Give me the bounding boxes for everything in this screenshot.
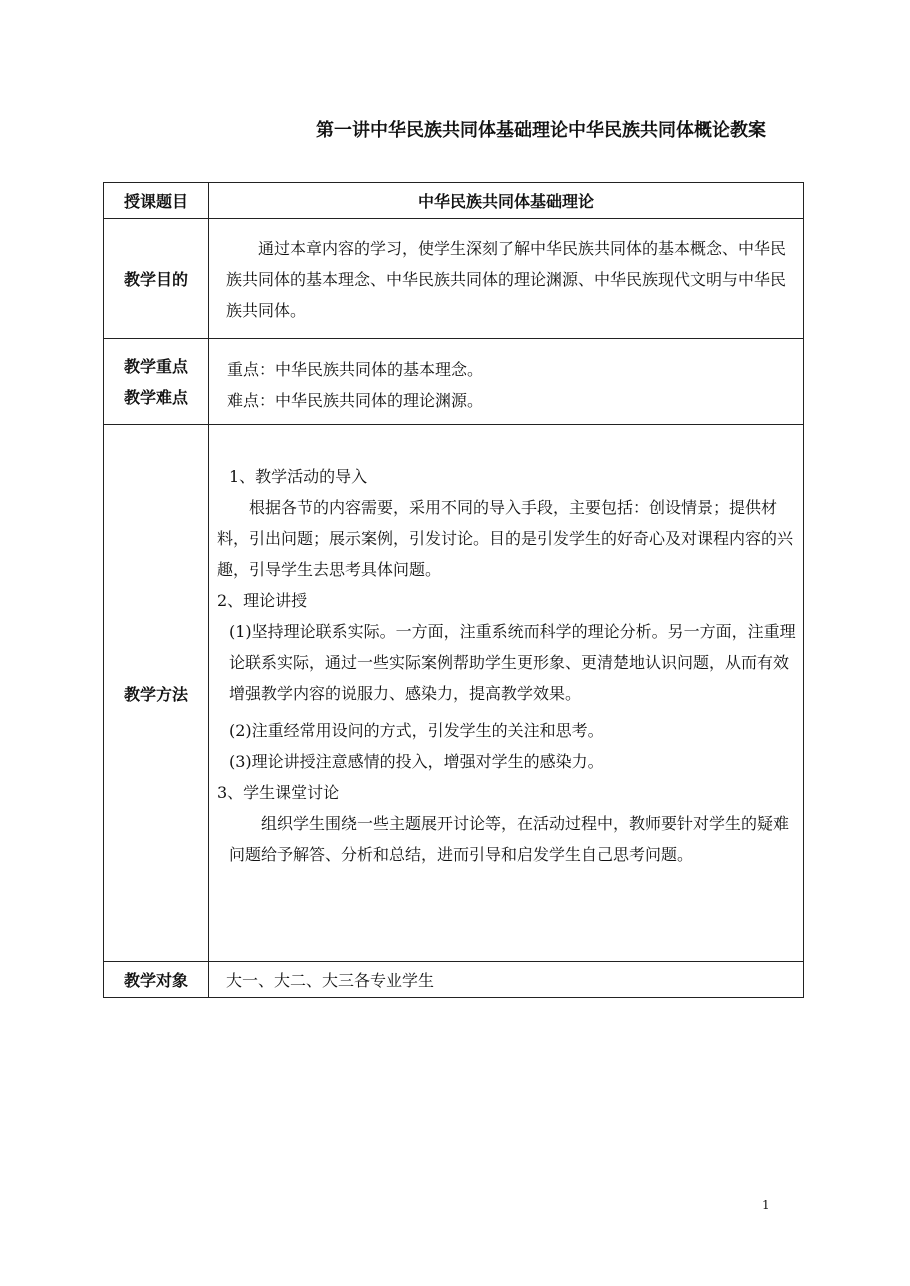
method-paragraph-1: 根据各节的内容需要，采用不同的导入手段，主要包括：创设情景；提供材料，引出问题；展示案例，引发讨论。目的是引发学生的好奇心及对课程内容的兴趣，引导学生去思考具体问题。 xyxy=(217,498,794,579)
method-item-1: (1)坚持理论联系实际。一方面，注重系统而科学的理论分析。另一方面，注重理论联系实际，通过一些实际案例帮助学生更形象、更清楚地认识问题，从而有效增强教学内容的说服力、感染力，提高教学效果。 xyxy=(229,622,796,703)
purpose-label: 教学目的 xyxy=(104,219,209,339)
method-item-2: (2)注重经常用设问的方式，引发学生的关注和思考。 xyxy=(229,721,604,740)
row-topic xyxy=(104,183,804,219)
page-number: 1 xyxy=(762,1198,770,1212)
lesson-plan-table xyxy=(103,182,804,998)
row-purpose xyxy=(104,219,804,339)
audience-value: 大一、大二、大三各专业学生 xyxy=(209,962,804,998)
purpose-text: 通过本章内容的学习，使学生深刻了解中华民族共同体的基本概念、中华民族共同体的基本理念、中华民族共同体的理论渊源、中华民族现代文明与中华民族共同体。 xyxy=(226,239,787,320)
row-audience xyxy=(104,962,804,998)
method-heading-2: 2、理论讲授 xyxy=(217,591,308,610)
difficult-label: 教学难点 xyxy=(123,387,188,407)
row-key-points xyxy=(104,339,804,425)
difficult-point: 难点：中华民族共同体的理论渊源。 xyxy=(227,390,484,410)
method-item-3: (3)理论讲授注意感情的投入，增强对学生的感染力。 xyxy=(229,752,604,771)
method-heading-3: 3、学生课堂讨论 xyxy=(217,783,340,802)
row-method xyxy=(104,425,804,962)
topic-value: 中华民族共同体基础理论 xyxy=(209,183,804,219)
audience-label: 教学对象 xyxy=(104,962,209,998)
topic-label: 授课题目 xyxy=(104,183,209,219)
method-label: 教学方法 xyxy=(104,425,209,962)
method-heading-1: 1、教学活动的导入 xyxy=(229,467,368,486)
method-paragraph-3: 组织学生围绕一些主题展开讨论等，在活动过程中，教师要针对学生的疑难问题给予解答、分析和总结，进而引导和启发学生自己思考问题。 xyxy=(229,814,790,864)
key-label: 教学重点 xyxy=(123,356,188,376)
document-title: 第一讲中华民族共同体基础理论中华民族共同体概论教案 xyxy=(316,120,766,141)
key-point: 重点：中华民族共同体的基本理念。 xyxy=(227,359,484,379)
